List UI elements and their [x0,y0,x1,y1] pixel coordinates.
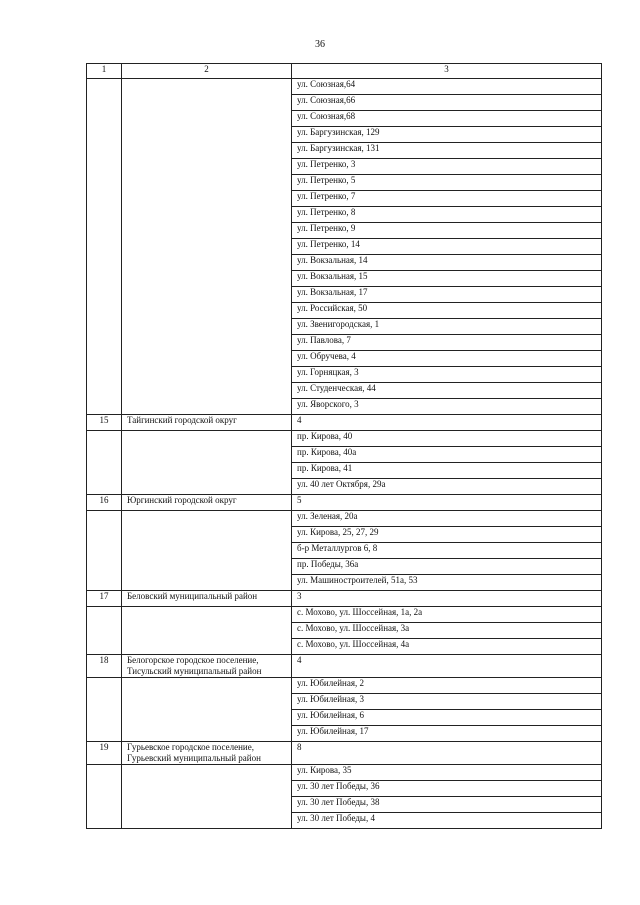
table-header-row [87,64,602,79]
address-cell: пр. Кирова, 40 [292,431,602,447]
table-row [87,511,602,527]
empty-number-cell [87,765,122,829]
empty-number-cell [87,511,122,591]
address-cell: ул. Петренко, 3 [292,159,602,175]
address-cell: ул. Вокзальная, 15 [292,271,602,287]
table-row [87,431,602,447]
empty-district-cell [122,511,292,591]
empty-number-cell [87,431,122,495]
column-header: 3 [292,64,602,79]
district-name-cell [122,79,292,415]
address-cell: ул. 30 лет Победы, 36 [292,781,602,797]
table-body [87,79,602,829]
district-name-cell: Белогорское городское поселение, Тисульский муниципальный район [122,655,292,678]
address-cell: пр. Кирова, 40а [292,447,602,463]
address-cell: ул. Петренко, 9 [292,223,602,239]
district-name-cell: Беловский муниципальный район [122,591,292,607]
address-cell: б-р Металлургов 6, 8 [292,543,602,559]
address-cell: ул. Яворского, 3 [292,399,602,415]
district-name-cell: Гурьевское городское поселение, Гурьевский муниципальный район [122,742,292,765]
table-row [87,742,602,765]
address-cell: пр. Победы, 36а [292,559,602,575]
address-count-cell: 4 [292,655,602,678]
address-table [86,63,602,829]
empty-number-cell [87,678,122,742]
address-count-cell: 3 [292,591,602,607]
address-cell: ул. Павлова, 7 [292,335,602,351]
address-cell: ул. Юбилейная, 17 [292,726,602,742]
row-number-cell [87,79,122,415]
row-number-cell: 17 [87,591,122,607]
row-number-cell: 18 [87,655,122,678]
address-cell: ул. Вокзальная, 14 [292,255,602,271]
address-cell: ул. Союзная,66 [292,95,602,111]
table-row [87,495,602,511]
district-name-cell: Юргинский городской округ [122,495,292,511]
empty-district-cell [122,678,292,742]
address-cell: ул. Вокзальная, 17 [292,287,602,303]
address-cell: ул. 40 лет Октября, 29а [292,479,602,495]
address-cell: ул. 30 лет Победы, 4 [292,813,602,829]
address-cell: с. Мохово, ул. Шоссейная, 4а [292,639,602,655]
address-cell: ул. Студенческая, 44 [292,383,602,399]
table-row [87,591,602,607]
address-cell: ул. Петренко, 7 [292,191,602,207]
address-count-cell: 5 [292,495,602,511]
address-cell: ул. Союзная,68 [292,111,602,127]
address-cell: с. Мохово, ул. Шоссейная, 1а, 2а [292,607,602,623]
address-cell: ул. Петренко, 8 [292,207,602,223]
address-cell: ул. Кирова, 25, 27, 29 [292,527,602,543]
address-cell: ул. Российская, 50 [292,303,602,319]
empty-district-cell [122,607,292,655]
page-number: 36 [315,39,325,50]
address-cell: ул. Баргузинская, 129 [292,127,602,143]
empty-district-cell [122,431,292,495]
address-cell: ул. Зеленая, 20а [292,511,602,527]
row-number-cell: 15 [87,415,122,431]
address-cell: ул. Петренко, 14 [292,239,602,255]
district-name-cell: Тайгинский городской округ [122,415,292,431]
address-cell: ул. Кирова, 35 [292,765,602,781]
address-cell: ул. Юбилейная, 3 [292,694,602,710]
address-cell: ул. Звенигородская, 1 [292,319,602,335]
address-cell: ул. Горняцкая, 3 [292,367,602,383]
column-header: 1 [87,64,122,79]
address-cell: ул. Обручева, 4 [292,351,602,367]
empty-district-cell [122,765,292,829]
table-row [87,415,602,431]
address-cell: ул. Машиностроителей, 51а, 53 [292,575,602,591]
table-row [87,655,602,678]
address-cell: ул. 30 лет Победы, 38 [292,797,602,813]
address-cell: ул. Юбилейная, 2 [292,678,602,694]
table-row [87,607,602,623]
table-row [87,765,602,781]
address-count-cell: 4 [292,415,602,431]
row-number-cell: 19 [87,742,122,765]
column-header: 2 [122,64,292,79]
address-cell: ул. Союзная,64 [292,79,602,95]
address-cell: с. Мохово, ул. Шоссейная, 3а [292,623,602,639]
table-row [87,79,602,95]
address-cell: ул. Юбилейная, 6 [292,710,602,726]
row-number-cell: 16 [87,495,122,511]
empty-number-cell [87,607,122,655]
address-cell: пр. Кирова, 41 [292,463,602,479]
address-count-cell: 8 [292,742,602,765]
address-cell: ул. Петренко, 5 [292,175,602,191]
table-row [87,678,602,694]
address-cell: ул. Баргузинская, 131 [292,143,602,159]
